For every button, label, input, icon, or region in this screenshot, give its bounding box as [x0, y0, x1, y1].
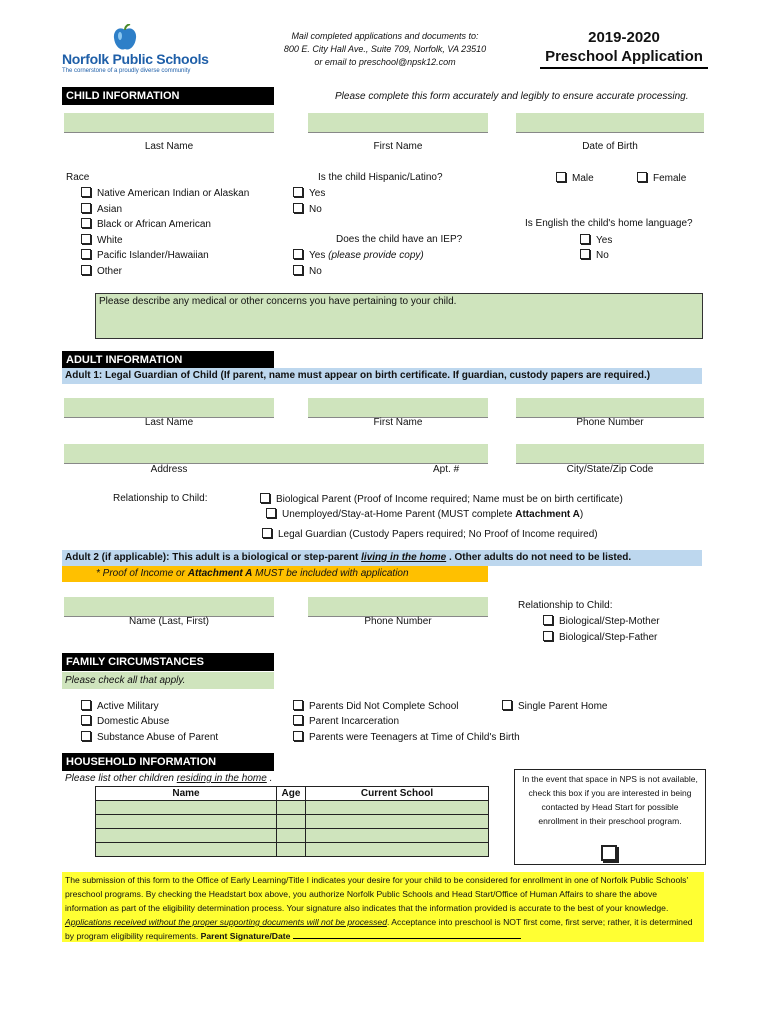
- checkbox[interactable]: [262, 528, 272, 538]
- hispanic-no[interactable]: [293, 203, 322, 215]
- option-label: No: [309, 266, 322, 277]
- table-row: [96, 815, 489, 829]
- race-option-other[interactable]: [81, 265, 122, 277]
- option-label: Asian: [97, 204, 123, 215]
- proof-suffix: MUST be included with application: [255, 568, 409, 579]
- parents-school-option[interactable]: [293, 700, 459, 712]
- option-label: Unemployed/Stay-at-Home Parent (MUST complete: [282, 509, 513, 520]
- logo-text: Norfolk Public Schools: [62, 51, 209, 67]
- child-instructions: Please complete this form accurately and legibly to ensure accurate processing.: [335, 91, 689, 102]
- race-option-native[interactable]: [81, 187, 249, 199]
- relationship-label: Relationship to Child:: [113, 493, 208, 504]
- headstart-box: [514, 769, 706, 865]
- medical-concerns-field[interactable]: [95, 293, 703, 339]
- option-label: Parents Did Not Complete School: [309, 701, 459, 712]
- title-rule: [540, 67, 708, 69]
- iep-question: Does the child have an IEP?: [336, 234, 463, 245]
- checkbox[interactable]: [81, 715, 91, 725]
- checkbox[interactable]: [601, 845, 617, 861]
- adult2-suffix: . Other adults do not need to be listed.: [448, 552, 632, 563]
- option-label: Parents were Teenagers at Time of Child's Birth: [309, 732, 520, 743]
- race-option-asian[interactable]: [81, 203, 122, 215]
- headstart-checkbox[interactable]: [601, 845, 617, 864]
- apt-label: Apt. #: [433, 464, 460, 475]
- consent-warning: Applications received without the proper supporting documents will not be processed: [65, 917, 387, 927]
- parent-incarceration-option[interactable]: [293, 715, 399, 727]
- gender-female[interactable]: [637, 172, 686, 184]
- legal-guardian-option[interactable]: [262, 528, 598, 540]
- child-age-cell[interactable]: [277, 843, 306, 857]
- checkbox[interactable]: [580, 249, 590, 259]
- option-label: Yes: [309, 250, 326, 261]
- checkbox[interactable]: [502, 700, 512, 710]
- checkbox[interactable]: [260, 493, 270, 503]
- race-option-black[interactable]: [81, 218, 211, 230]
- checkbox[interactable]: [293, 265, 303, 275]
- option-label: Domestic Abuse: [97, 716, 170, 727]
- option-label: Active Military: [97, 701, 159, 712]
- checkbox[interactable]: [81, 249, 91, 259]
- checkbox[interactable]: [81, 187, 91, 197]
- adult1-last-name-label: Last Name: [144, 417, 194, 428]
- logo-tagline: The cornerstone of a proudly diverse community: [62, 68, 191, 74]
- option-label: Parent Incarceration: [309, 716, 400, 727]
- option-label: Yes: [596, 235, 613, 246]
- race-option-pacific[interactable]: [81, 249, 209, 261]
- option-label: Biological Parent (Proof of Income required; Name must be on birth certificate): [276, 494, 623, 505]
- option-label: Single Parent Home: [518, 701, 608, 712]
- adult1-heading: Adult 1: Legal Guardian of Child (If parent, name must appear on birth certificate. If guardian, custody papers are required.): [62, 368, 702, 384]
- adult2-underline: living in the home: [361, 552, 447, 563]
- option-label: Pacific Islander/Hawaiian: [97, 250, 209, 261]
- race-option-white[interactable]: [81, 234, 123, 246]
- table-row: [96, 829, 489, 843]
- mail-line-3: [270, 56, 500, 69]
- iep-yes[interactable]: [293, 249, 424, 261]
- hispanic-yes[interactable]: [293, 187, 325, 199]
- checkbox[interactable]: [266, 508, 276, 518]
- consent-statement: [62, 872, 704, 942]
- adult1-last-name-field[interactable]: [64, 398, 274, 418]
- option-label: Male: [572, 173, 594, 184]
- teen-parents-option[interactable]: [293, 731, 520, 743]
- adult2-phone-field[interactable]: [308, 597, 488, 617]
- child-name-cell[interactable]: [96, 829, 277, 843]
- family-circumstances-header: FAMILY CIRCUMSTANCES: [62, 653, 274, 671]
- option-label: Native American Indian or Alaskan: [97, 188, 250, 199]
- adult2-prefix: Adult 2 (if applicable): This adult is a biological or step-parent: [65, 552, 359, 563]
- adult2-heading: [62, 550, 702, 566]
- proof-prefix: * Proof of Income or: [96, 568, 185, 579]
- domestic-abuse-option[interactable]: [81, 715, 169, 727]
- option-label: Black or African American: [97, 219, 211, 230]
- child-school-cell[interactable]: [306, 801, 489, 815]
- child-first-name-label: First Name: [373, 141, 423, 152]
- household-information-header: HOUSEHOLD INFORMATION: [62, 753, 274, 771]
- page-title: Preschool Application: [545, 48, 703, 65]
- checkbox[interactable]: [81, 700, 91, 710]
- logo: [62, 24, 209, 76]
- email-link[interactable]: email to preschool@npsk12.com: [324, 57, 456, 67]
- note-prefix: Please list other children: [65, 773, 174, 784]
- unemployed-option[interactable]: [266, 508, 583, 520]
- adult2-name-label: Name (Last, First): [128, 616, 209, 627]
- option-label: White: [97, 235, 123, 246]
- child-age-cell[interactable]: [277, 829, 306, 843]
- child-school-cell[interactable]: [306, 815, 489, 829]
- medical-concerns-label: Please describe any medical or other concerns you have pertaining to your child.: [99, 296, 457, 307]
- table-header-row: [96, 787, 489, 801]
- child-name-cell[interactable]: [96, 815, 277, 829]
- adult1-city-field[interactable]: [516, 444, 704, 464]
- note-underline: residing in the home: [176, 773, 267, 784]
- checkbox[interactable]: [543, 615, 553, 625]
- adult1-phone-label: Phone Number: [576, 417, 644, 428]
- option-label: Biological/Step-Mother: [559, 616, 660, 627]
- checkbox[interactable]: [81, 218, 91, 228]
- child-name-cell[interactable]: [96, 843, 277, 857]
- child-school-cell[interactable]: [306, 829, 489, 843]
- child-name-cell[interactable]: [96, 801, 277, 815]
- adult1-first-name-field[interactable]: [308, 398, 488, 418]
- substance-abuse-option[interactable]: [81, 731, 218, 743]
- table-row: [96, 843, 489, 857]
- adult1-address-field[interactable]: [64, 444, 488, 464]
- option-label: Substance Abuse of Parent: [97, 732, 219, 743]
- option-label: Legal Guardian (Custody Papers required; No Proof of Income required): [278, 529, 598, 540]
- headstart-text: In the event that space in NPS is not available, check this box if you are interested in being contacted by Head Start for possible enrollment in their preschool program.: [522, 774, 698, 826]
- signature-label: Parent Signature/Date: [200, 931, 291, 941]
- proof-bold: Attachment A: [187, 568, 253, 579]
- checkbox[interactable]: [293, 731, 303, 741]
- option-note: (please provide copy): [328, 250, 424, 261]
- option-label: Female: [653, 173, 687, 184]
- adult1-phone-field[interactable]: [516, 398, 704, 418]
- child-first-name-field[interactable]: [308, 113, 488, 133]
- school-year: 2019-2020: [588, 29, 660, 46]
- children-table: [95, 786, 489, 857]
- checkbox[interactable]: [293, 700, 303, 710]
- checkbox[interactable]: [81, 731, 91, 741]
- note-suffix: .: [269, 773, 273, 784]
- checkbox[interactable]: [81, 234, 91, 244]
- option-label: Yes: [309, 188, 326, 199]
- english-yes[interactable]: [580, 234, 612, 246]
- family-note: Please check all that apply.: [62, 672, 274, 689]
- checkbox[interactable]: [293, 187, 303, 197]
- relationship2-label: Relationship to Child:: [518, 600, 613, 611]
- checkbox[interactable]: [580, 234, 590, 244]
- option-label: Other: [97, 266, 123, 277]
- attachment-a-text: Attachment A: [515, 509, 580, 520]
- col-school-header: Current School: [306, 787, 489, 801]
- adult2-phone-label: Phone Number: [364, 616, 432, 627]
- checkbox[interactable]: [293, 203, 303, 213]
- apple-logo-icon: [112, 24, 138, 52]
- child-dob-label: Date of Birth: [582, 141, 638, 152]
- signature-line[interactable]: [293, 929, 521, 939]
- checkbox[interactable]: [543, 631, 553, 641]
- consent-text: The submission of this form to the Office of Early Learning/Title I indicates your desire for your child to be considered for enrollment in one of Norfolk Public Schools' preschool programs. By checking the Headstart box above, you authorize Norfolk Public Schools and Head Start/Office of Human Affairs to share the above information as part of the eligibility determination process. Your signature also indicates that the information provided is accurate to the best of your knowledge.: [65, 875, 689, 913]
- proof-of-income-note: [62, 566, 488, 582]
- household-note: [65, 773, 272, 784]
- child-information-header: CHILD INFORMATION: [62, 87, 274, 105]
- mail-instructions: [270, 30, 500, 69]
- biological-parent-option[interactable]: [260, 493, 623, 505]
- address-label: Address: [150, 464, 188, 475]
- child-last-name-field[interactable]: [64, 113, 274, 133]
- mail-line-2: 800 E. City Hall Ave., Suite 709, Norfolk, VA 23510: [283, 44, 487, 54]
- bio-step-father-option[interactable]: [543, 631, 657, 643]
- checkbox[interactable]: [293, 715, 303, 725]
- checkbox[interactable]: [81, 203, 91, 213]
- child-age-cell[interactable]: [277, 815, 306, 829]
- child-last-name-label: Last Name: [144, 141, 194, 152]
- option-label: No: [596, 250, 609, 261]
- table-row: [96, 801, 489, 815]
- active-military-option[interactable]: [81, 700, 159, 712]
- consent-text-2: . Acceptance into preschool is NOT first come, first serve; rather, it is determined by program eligibility requirements.: [65, 917, 693, 941]
- checkbox[interactable]: [556, 172, 566, 182]
- child-school-cell[interactable]: [306, 843, 489, 857]
- child-dob-field[interactable]: [516, 113, 704, 133]
- adult2-name-field[interactable]: [64, 597, 274, 617]
- iep-no[interactable]: [293, 265, 322, 277]
- race-label: Race: [66, 172, 90, 183]
- option-label: Biological/Step-Father: [559, 632, 658, 643]
- english-question: Is English the child's home language?: [525, 218, 693, 229]
- english-no[interactable]: [580, 249, 609, 261]
- checkbox[interactable]: [293, 249, 303, 259]
- hispanic-question: Is the child Hispanic/Latino?: [318, 172, 443, 183]
- option-suffix: ): [579, 509, 584, 520]
- adult1-first-name-label: First Name: [373, 417, 423, 428]
- col-name-header: Name: [96, 787, 277, 801]
- adult-information-header: ADULT INFORMATION: [62, 351, 274, 369]
- option-label: No: [309, 204, 322, 215]
- city-label: City/State/Zip Code: [566, 464, 654, 475]
- child-age-cell[interactable]: [277, 801, 306, 815]
- checkbox[interactable]: [637, 172, 647, 182]
- mail-line-1: Mail completed applications and documents to:: [291, 31, 479, 41]
- col-age-header: Age: [277, 787, 306, 801]
- bio-step-mother-option[interactable]: [543, 615, 660, 627]
- checkbox[interactable]: [81, 265, 91, 275]
- single-parent-option[interactable]: [502, 700, 608, 712]
- gender-male[interactable]: [556, 172, 594, 184]
- mail-or: or: [314, 57, 323, 67]
